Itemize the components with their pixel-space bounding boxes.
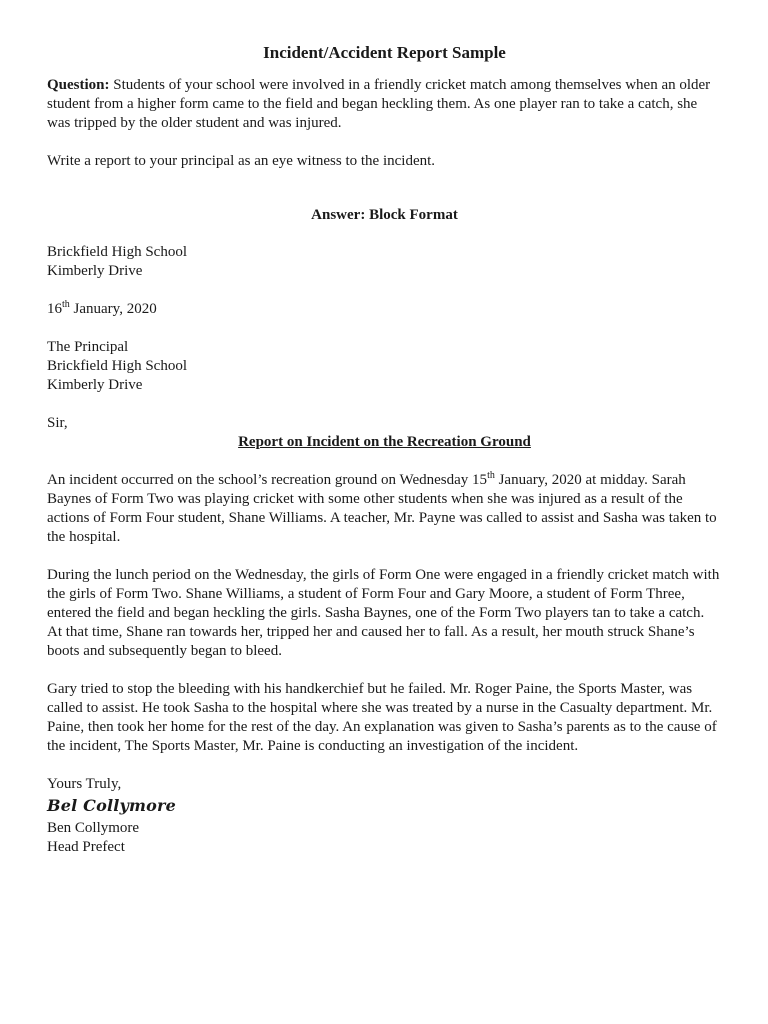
sender-line-2: Kimberly Drive	[47, 263, 143, 279]
signer-title: Head Prefect	[47, 839, 125, 855]
valediction: Yours Truly,	[47, 776, 122, 792]
body-p1-start: An incident occurred on the school’s recreation ground on Wednesday 15	[47, 472, 488, 488]
recipient-line-2: Brickfield High School	[47, 358, 187, 374]
closing-block	[47, 775, 722, 857]
date-day: 16	[47, 301, 62, 317]
question-label: Question:	[47, 77, 110, 93]
recipient-line-1: The Principal	[47, 339, 129, 355]
salutation: Sir,	[47, 415, 68, 431]
body-p1-suffix: th	[487, 470, 495, 481]
sender-line-1: Brickfield High School	[47, 244, 187, 260]
letter-date	[47, 300, 722, 319]
instruction-text: Write a report to your principal as an eye witness to the incident.	[47, 153, 436, 169]
body-paragraph-1	[47, 471, 722, 547]
signer-name: Ben Collymore	[47, 820, 140, 836]
date-suffix: th	[62, 299, 70, 310]
recipient-address	[47, 338, 722, 395]
date-rest: January, 2020	[69, 301, 157, 317]
signature: Bel Collymore	[47, 796, 177, 815]
report-heading: Report on Incident on the Recreation Ground	[238, 434, 531, 450]
question-text: Students of your school were involved in a friendly cricket match among themselves when an older student from a higher form came to the field and began heckling them. As one player ran to take a catch, she was tripped by the older student and was injured.	[47, 77, 711, 131]
body-paragraph-3: Gary tried to stop the bleeding with his handkerchief but he failed. Mr. Roger Paine, the Sports Master, was called to assist. He took Sasha to the hospital where she was treated by a nurse in the Casualty department. Mr. Paine, then took her home for the rest of the day. An explanation was given to Sasha’s parents as to the cause of the incident, The Sports Master, Mr. Paine is conducting an investigation of the incident.	[47, 681, 717, 754]
body-paragraph-2: During the lunch period on the Wednesday, the girls of Form One were engaged in a friendly cricket match with the girls of Form Two. Shane Williams, a student of Form Four and Gary Moore, a student of Form Three, entered the field and began heckling the girls. Sasha Baynes, one of the Form Two players tan to take a catch. At that time, Shane ran towards her, tripped her and caused her to fall. As a result, her mouth struck Shane’s boots and subsequently began to bleed.	[47, 567, 720, 659]
document-title: Incident/Accident Report Sample	[263, 43, 506, 62]
sender-address	[47, 243, 722, 281]
body-p1-end: January, 2020 at midday. Sarah Baynes of Form Two was playing cricket with some other students when she was injured as a result of the actions of Form Four student, Shane Williams. A teacher, Mr. Payne was called to assist and Sasha was taken to the hospital.	[47, 472, 717, 545]
question-paragraph	[47, 76, 722, 133]
recipient-line-3: Kimberly Drive	[47, 377, 143, 393]
answer-heading: Answer: Block Format	[311, 207, 458, 223]
